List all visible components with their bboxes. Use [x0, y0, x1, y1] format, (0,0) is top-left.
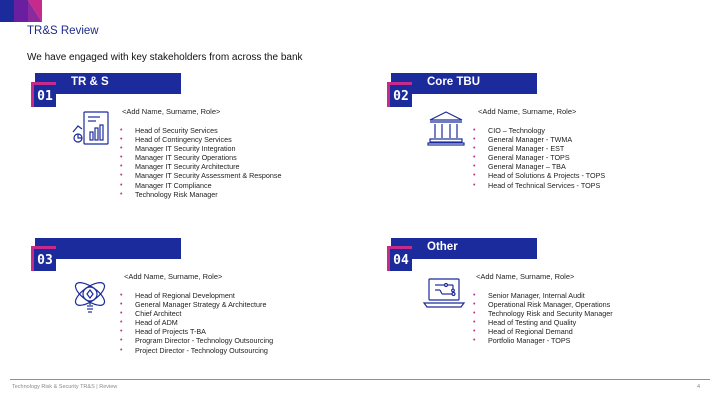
idea-bulb-icon [70, 274, 110, 318]
page-number: 4 [696, 384, 700, 390]
list-item: • Head of ADM [120, 318, 273, 327]
section-number: 03 [31, 246, 56, 271]
laptop-circuit-icon [422, 276, 466, 310]
section-number: 02 [387, 82, 412, 107]
name-placeholder: <Add Name, Surname, Role> [124, 272, 223, 281]
list-item: • General Manager - EST [473, 144, 605, 153]
list-item: • General Manager - TOPS [473, 153, 605, 162]
list-item: • Technology Risk and Security Manager [473, 309, 613, 318]
name-placeholder: <Add Name, Surname, Role> [476, 272, 575, 281]
list-item: • Technology Risk Manager [120, 190, 281, 199]
page-subtitle: We have engaged with key stakeholders from across the bank [27, 52, 303, 63]
list-item: • Manager IT Security Architecture [120, 162, 281, 171]
footer-divider [10, 379, 710, 380]
footer-text: Technology Risk & Security TR&S | Review [12, 384, 118, 390]
list-item: • Chief Architect [120, 309, 273, 318]
list-item: • Head of Testing and Quality [473, 318, 613, 327]
stakeholder-list [120, 291, 273, 355]
section-header: TR & S [35, 73, 181, 94]
corner-logo [0, 0, 42, 22]
analytics-report-icon [70, 108, 112, 148]
list-item: • Head of Technical Services - TOPS [473, 181, 605, 190]
list-item: • Head of Contingency Services [120, 135, 281, 144]
list-item: • Portfolio Manager - TOPS [473, 336, 613, 345]
list-item: • General Manager – TBA [473, 162, 605, 171]
stakeholder-list [473, 291, 613, 346]
list-item: • Manager IT Security Integration [120, 144, 281, 153]
page-title: TR&S Review [27, 25, 99, 37]
list-item: • Head of Regional Demand [473, 327, 613, 336]
list-item: • Head of Solutions & Projects - TOPS [473, 171, 605, 180]
section-number: 01 [31, 82, 56, 107]
list-item: • Program Director - Technology Outsourcing [120, 336, 273, 345]
stakeholder-list [473, 126, 605, 190]
list-item: • Operational Risk Manager, Operations [473, 300, 613, 309]
name-placeholder: <Add Name, Surname, Role> [122, 107, 221, 116]
list-item: • Head of Security Services [120, 126, 281, 135]
section-header: Other [391, 238, 537, 259]
list-item: • Manager IT Security Operations [120, 153, 281, 162]
list-item: • CIO – Technology [473, 126, 605, 135]
bank-building-icon [426, 108, 466, 148]
list-item: • Project Director - Technology Outsourcing [120, 346, 273, 355]
section-header [35, 238, 181, 259]
list-item: • General Manager Strategy & Architecture [120, 300, 273, 309]
list-item: • Head of Regional Development [120, 291, 273, 300]
section-number: 04 [387, 246, 412, 271]
stakeholder-list [120, 126, 281, 199]
list-item: • Senior Manager, Internal Audit [473, 291, 613, 300]
list-item: • Manager IT Security Assessment & Response [120, 171, 281, 180]
section-header: Core TBU [391, 73, 537, 94]
name-placeholder: <Add Name, Surname, Role> [478, 107, 577, 116]
list-item: • Manager IT Compliance [120, 181, 281, 190]
list-item: • Head of Projects T-BA [120, 327, 273, 336]
list-item: • General Manager - TWMA [473, 135, 605, 144]
